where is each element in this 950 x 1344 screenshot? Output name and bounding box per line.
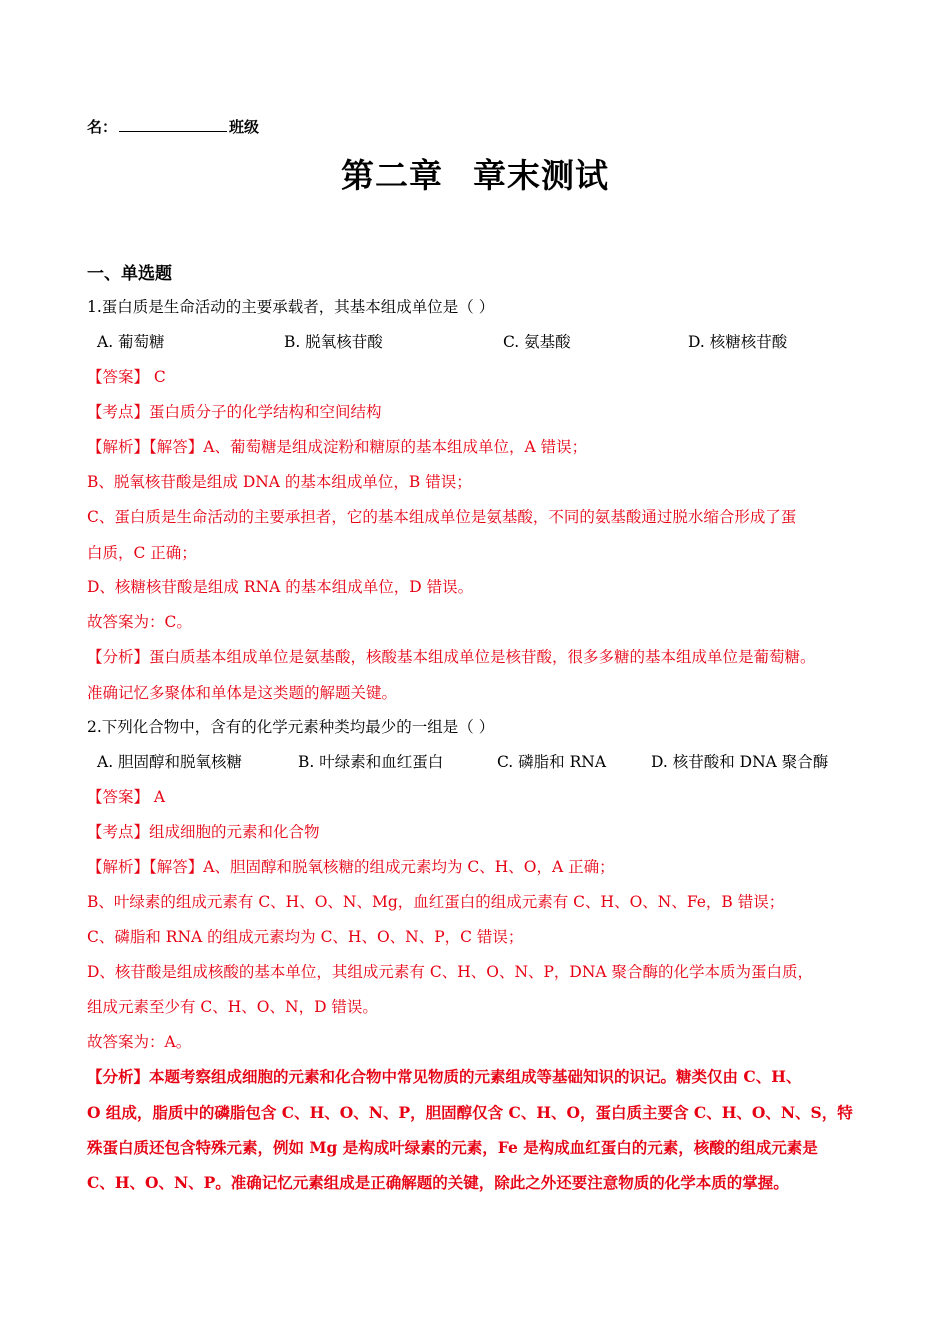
q2-conclusion: 故答案为：A。 (87, 1033, 192, 1051)
q1-point: 【考点】蛋白质分子的化学结构和空间结构 (87, 403, 382, 421)
q2-fenxi-line: 殊蛋白质还包含特殊元素，例如 Mg 是构成叶绿素的元素，Fe 是构成血红蛋白的元素，核酸的组成元素是 (87, 1138, 818, 1157)
q2-option-a: A. 胆固醇和脱氧核糖 (97, 753, 243, 771)
q2-option-d: D. 核苷酸和 DNA 聚合酶 (651, 753, 829, 771)
q1-fenxi-line: 【分析】蛋白质基本组成单位是氨基酸，核酸基本组成单位是核苷酸，很多多糖的基本组成单位是葡萄糖。 (87, 648, 816, 666)
q1-option-b: B. 脱氧核苷酸 (284, 333, 383, 351)
q2-analysis-line: B、叶绿素的组成元素有 C、H、O、N、Mg，血红蛋白的组成元素有 C、H、O、N、Fe，B 错误； (87, 893, 785, 911)
page-title (0, 150, 950, 197)
q2-analysis-line: 组成元素至少有 C、H、O、N，D 错误。 (87, 998, 378, 1016)
q2-answer: 【答案】 A (87, 788, 166, 806)
q2-stem: 2.下列化合物中，含有的化学元素种类均最少的一组是（ ） (87, 718, 495, 736)
q2-analysis-line: 【解析】【解答】A、胆固醇和脱氧核糖的组成元素均为 C、H、O，A 正确； (87, 858, 615, 876)
q1-analysis-line: B、脱氧核苷酸是组成 DNA 的基本组成单位，B 错误； (87, 473, 472, 491)
q2-option-c: C. 磷脂和 RNA (497, 753, 607, 771)
q1-analysis-line: D、核糖核苷酸是组成 RNA 的基本组成单位，D 错误。 (87, 578, 474, 596)
title-test: 章末测试 (473, 156, 609, 195)
class-label: 班级 (229, 118, 260, 136)
q2-fenxi-line: O 组成，脂质中的磷脂包含 C、H、O、N、P，胆固醇仅含 C、H、O，蛋白质主要含 C、H、O、N、S，特 (87, 1103, 853, 1122)
q2-analysis-line: C、磷脂和 RNA 的组成元素均为 C、H、O、N、P，C 错误； (87, 928, 524, 946)
title-chapter: 第二章 (341, 156, 443, 195)
name-label: 名： (87, 118, 118, 136)
q1-option-a: A. 葡萄糖 (97, 333, 165, 351)
section-heading: 一、单选题 (87, 264, 172, 284)
q1-conclusion: 故答案为：C。 (87, 613, 192, 631)
q1-option-d: D. 核糖核苷酸 (688, 333, 788, 351)
q1-analysis-line: 【解析】【解答】A、葡萄糖是组成淀粉和糖原的基本组成单位，A 错误； (87, 438, 588, 456)
q1-analysis-line: C、蛋白质是生命活动的主要承担者，它的基本组成单位是氨基酸，不同的氨基酸通过脱水缩合形成了蛋 (87, 508, 797, 526)
q2-option-b: B. 叶绿素和血红蛋白 (298, 753, 444, 771)
q1-analysis-line: 白质，C 正确； (87, 544, 197, 562)
q1-option-c: C. 氨基酸 (503, 333, 571, 351)
q1-answer: 【答案】 C (87, 368, 166, 386)
q2-analysis-line: D、核苷酸是组成核酸的基本单位，其组成元素有 C、H、O、N、P，DNA 聚合酶的化学本质为蛋白质， (87, 963, 814, 981)
q1-stem: 1.蛋白质是生命活动的主要承载者，其基本组成单位是（ ） (87, 298, 495, 316)
student-info-line (87, 116, 259, 137)
q2-point: 【考点】组成细胞的元素和化合物 (87, 823, 320, 841)
q2-fenxi-line: C、H、O、N、P。准确记忆元素组成是正确解题的关键，除此之外还要注意物质的化学本质的掌握。 (87, 1173, 789, 1192)
name-blank[interactable] (119, 117, 227, 132)
q1-fenxi-line: 准确记忆多聚体和单体是这类题的解题关键。 (87, 684, 398, 702)
q2-fenxi-line: 【分析】本题考察组成细胞的元素和化合物中常见物质的元素组成等基础知识的识记。糖类仅由 C、H、 (87, 1067, 802, 1086)
